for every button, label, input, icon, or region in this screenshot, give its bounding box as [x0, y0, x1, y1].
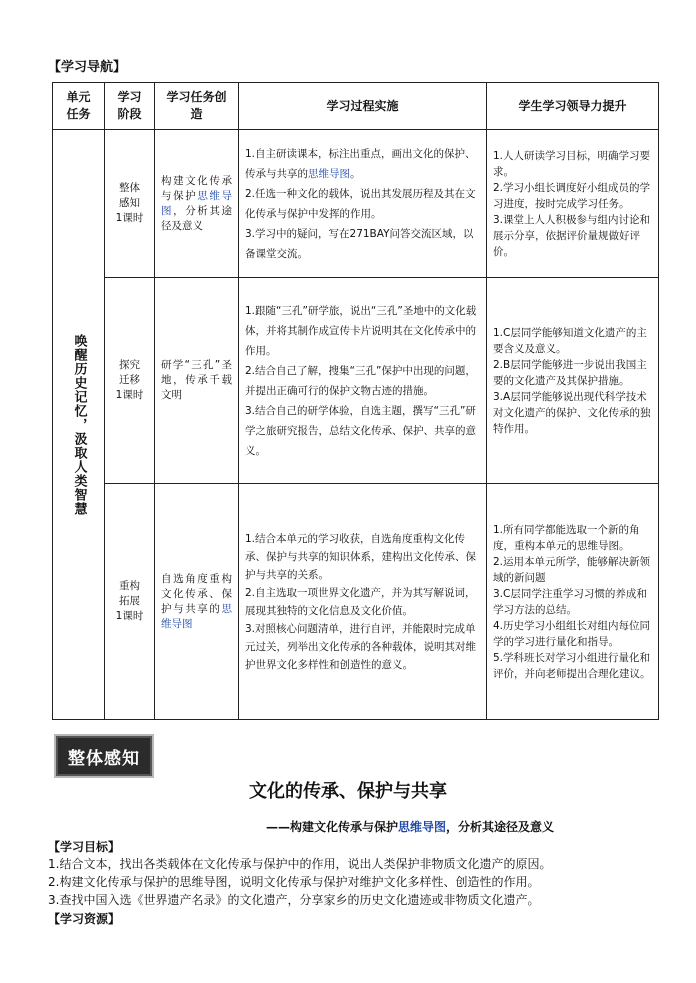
task-cell [155, 484, 239, 720]
process-item: 2.自主选取一项世界文化遗产，并为其写解说词，展现其独特的文化信息及文化价值。 [245, 586, 476, 617]
process-item: 1.跟随“三孔”研学旅，说出“三孔”圣地中的文化载体，并将其制作成宣传卡片说明其在文化传承中的作用。 [245, 304, 477, 357]
task-cell [155, 278, 239, 484]
table-header-row [53, 83, 659, 130]
process-item: 3.结合自己的研学体验，自选主题，撰写“三孔”研学之旅研究报告，总结文化传承、保护、共享的意义。 [245, 404, 476, 457]
resources-heading: 【学习资源】 [48, 912, 121, 926]
table-row [53, 484, 659, 720]
goal-item: 2.构建文化传承与保护的思维导图，说明文化传承与保护对维护文化多样性、创造性的作用。 [48, 875, 540, 889]
unit-task-text: 唤醒历史记忆，汲取人类智慧 [71, 333, 87, 516]
process-item: 1.结合本单元的学习收获，自选角度重构文化传承、保护与共享的知识体系，建构出文化传承、保护与共享的关系。 [245, 532, 476, 581]
unit-task-cell [53, 130, 105, 720]
leadership-cell [487, 278, 659, 484]
goals-heading: 【学习目标】 [48, 840, 121, 854]
header-stage: 学习阶段 [105, 83, 155, 130]
learning-navigation-heading: 【学习导航】 [48, 60, 127, 75]
section-badge-label: 整体感知 [68, 748, 140, 769]
process-item: 3.学习中的疑问，写在271BAY问答交流区域，以备课堂交流。 [245, 227, 474, 260]
leadership-cell [487, 130, 659, 278]
stage-name: 重构拓展 [119, 580, 140, 607]
stage-hours: 1课时 [115, 212, 144, 224]
leadership-item: 5.学科班长对学习小组进行量化和评价，并向老师提出合理化建议。 [493, 651, 651, 680]
task-cell [155, 130, 239, 278]
stage-name: 探究迁移 [119, 359, 140, 386]
lesson-subtitle: ——构建文化传承与保护思维导图，分析其途径及意义 [265, 820, 555, 834]
stage-hours: 1课时 [115, 610, 144, 622]
stage-cell [105, 130, 155, 278]
leadership-item: 2.B层同学能够进一步说出我国主要的文化遗产及其保护措施。 [493, 358, 647, 387]
goal-item: 1.结合文本，找出各类载体在文化传承与保护中的作用，说出人类保护非物质文化遗产的原因。 [48, 857, 552, 871]
stage-cell [105, 484, 155, 720]
process-cell [239, 278, 487, 484]
process-item: 2.任选一种文化的载体，说出其发展历程及其在文化传承与保护中发挥的作用。 [245, 187, 476, 220]
process-item: 3.对照核心问题清单，进行自评，并能限时完成单元过关，列举出文化传承的各种载体，说明其对维护世界文化多样性和创造性的意义。 [245, 622, 476, 671]
leadership-item: 3.课堂上人人积极参与组内讨论和展示分享，依据评价量规做好评价。 [493, 213, 651, 258]
header-leadership: 学生学习领导力提升 [487, 83, 659, 130]
leadership-item: 4.历史学习小组组长对组内每位同学的学习进行量化和指导。 [493, 619, 651, 648]
leadership-cell [487, 484, 659, 720]
task-text: 研学“三孔”圣地，传承千载文明 [161, 359, 232, 401]
leadership-item: 1.C层同学能够知道文化遗产的主要含义及意义。 [493, 326, 647, 355]
process-cell [239, 130, 487, 278]
header-task-creation: 学习任务创造 [155, 83, 239, 130]
section-badge [54, 734, 154, 778]
table-row [53, 278, 659, 484]
task-highlight: 思维导图 [161, 189, 233, 217]
process-cell [239, 484, 487, 720]
leadership-item: 2.运用本单元所学，能够解决新领域的新问题 [493, 555, 651, 584]
leadership-item: 1.人人研读学习目标，明确学习要求。 [493, 149, 651, 178]
task-text: 构建文化传承与保护 [161, 174, 232, 202]
leadership-item: 3.C层同学注重学习习惯的养成和学习方法的总结。 [493, 587, 647, 616]
leadership-item: 2.学习小组长调度好小组成员的学习进度，按时完成学习任务。 [493, 181, 651, 210]
process-item: 1.自主研读课本，标注出重点，画出文化的保护、传承与共享的思维导图。 [245, 147, 476, 180]
learning-navigation-table [52, 82, 659, 720]
lesson-title: 文化的传承、保护与共享 [249, 781, 447, 802]
header-unit-task: 单元任务 [53, 83, 105, 130]
stage-hours: 1课时 [115, 389, 144, 401]
leadership-item: 1.所有同学都能选取一个新的角度，重构本单元的思维导图。 [493, 523, 640, 552]
stage-name: 整体感知 [119, 182, 140, 209]
header-process: 学习过程实施 [239, 83, 487, 130]
task-highlight: 思维导图 [161, 602, 232, 630]
process-item: 2.结合自己了解，搜集“三孔”保护中出现的问题，并提出正确可行的保护文物古迹的措施。 [245, 364, 476, 397]
stage-cell [105, 278, 155, 484]
table-row [53, 130, 659, 278]
task-text: 自选角度重构文化传承、保护与共享的 [161, 572, 232, 615]
goal-item: 3.查找中国入选《世界遗产名录》的文化遗产，分享家乡的历史文化遗迹或非物质文化遗产。 [48, 893, 540, 907]
task-text-rest: ，分析其途径及意义 [161, 204, 233, 232]
leadership-item: 3.A层同学能够说出现代科学技术对文化遗产的保护、文化传承的独特作用。 [493, 390, 651, 435]
